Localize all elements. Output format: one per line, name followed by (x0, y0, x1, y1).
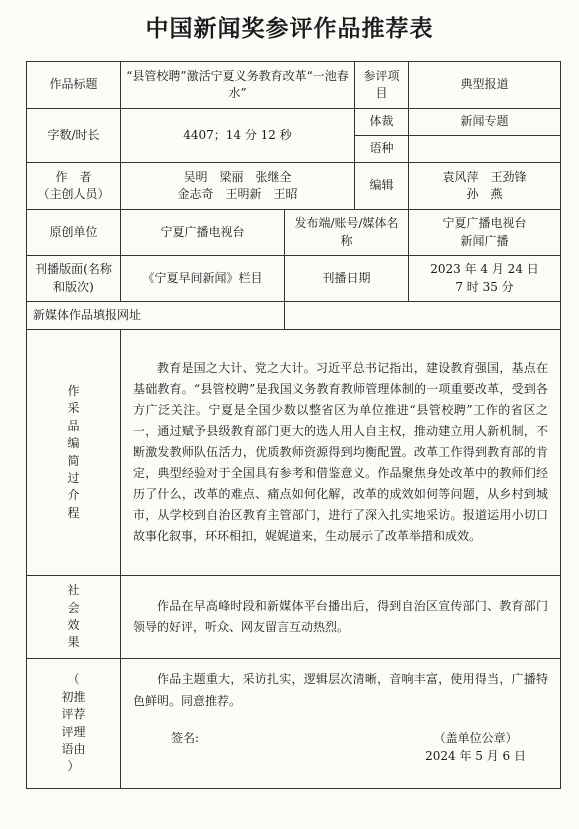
signature-row (125, 712, 556, 765)
work-title-label: 作品标题 (27, 62, 121, 109)
author-line-2: 金志奇 王明新 王昭 (177, 187, 298, 201)
process-text: 教育是国之大计、党之大计。习近平总书记指出，建设教育强国，基点在基础教育。“县管校聘”是我国义务教育教师管理体制的一项重要改革，受到各方广泛关注。宁夏是全国少数以整省区为单位推进“县管校聘”工作的省区之一，通过赋予县级教育部门更大的选人用人自主权，推动建立用人新机制，不断激发教师队伍活力，优质教师资源得到均衡配置。改革工作得到教育部的肯定，典型经验对于全国具有参考和借鉴意义。作品聚焦身处改革中的教师们经历了什么，改革的难点、痛点如何化解，改革的成效如何等问题，从乡村到城市，从学校到自治区教育主管部门，进行了深入扎实地采访。报道运用小切口故事化叙事，环环相扣，娓娓道来，生动展示了改革举措和成效。 (133, 361, 549, 543)
date-label: 刊播日期 (285, 256, 409, 302)
language-label: 语种 (355, 136, 409, 163)
author-label: 作 者 (55, 169, 92, 184)
effect-text: 作品在早高峰时段和新媒体平台播出后，得到自治区宣传部门、教育部门领导的好评，听众、网友留言互动热烈。 (133, 599, 549, 634)
url-label: 新媒体作品填报网址 (27, 302, 285, 330)
seal-label: （盖单位公章） (433, 731, 518, 746)
effect-text-cell (121, 576, 561, 659)
author-value-cell (121, 163, 355, 210)
column-value: 《宁夏早间新闻》栏目 (121, 256, 285, 302)
column-label: 刊播版面(名称和版次) (27, 256, 121, 302)
publish-value-cell (409, 210, 561, 256)
process-label-char: 过 (67, 470, 80, 485)
work-title-value: “县管校聘”激活宁夏义务教育改革“一池春水” (121, 62, 355, 109)
date-line-2: 7 时 35 分 (455, 279, 514, 294)
seal-block (425, 730, 526, 765)
recommend-text: 作品主题重大，采访扎实，逻辑层次清晰，音响丰富，使用得当，广播特色鲜明。同意推荐。 (133, 672, 549, 708)
effect-label-char: 社 (67, 583, 80, 598)
editor-value-cell (409, 163, 561, 210)
editor-line-2: 孙 燕 (466, 187, 503, 201)
recommendation-table (26, 61, 561, 789)
publish-line-1: 宁夏广播电视台 (442, 216, 527, 231)
process-label (27, 330, 121, 576)
effect-label-char: 果 (67, 635, 80, 650)
editor-line-1: 袁风萍 王劲锋 (442, 169, 527, 184)
process-label-char: 采 (67, 401, 80, 416)
effect-label-char: 效 (67, 618, 80, 632)
category-label: 参评项目 (355, 62, 409, 109)
date-line-1: 2023 年 4 月 24 日 (430, 262, 539, 277)
author-sublabel: （主创人员） (37, 187, 110, 201)
form-title: 中国新闻奖参评作品推荐表 (145, 15, 434, 42)
language-value (409, 136, 561, 163)
process-label-char: 简 (67, 453, 80, 468)
genre-value: 新闻专题 (409, 109, 561, 136)
recommend-cell (121, 659, 561, 789)
length-value: 4407；14 分 12 秒 (121, 109, 355, 163)
recommend-label-part: （ (67, 672, 80, 687)
signature-label: 签名: (171, 731, 200, 746)
process-text-cell (121, 330, 561, 576)
recommend-label-part: ） (67, 759, 80, 774)
genre-label: 体裁 (355, 109, 409, 136)
date-value-cell (409, 256, 561, 302)
process-label-char: 编 (67, 436, 80, 451)
publish-label: 发布端/账号/媒体名称 (285, 210, 409, 256)
seal-date: 2024 年 5 月 6 日 (425, 748, 527, 763)
editor-label: 编辑 (355, 163, 409, 210)
recommend-label-part: 语由 (61, 741, 86, 756)
publish-line-2: 新闻广播 (460, 233, 509, 248)
author-label-cell (27, 163, 121, 210)
unit-label: 原创单位 (27, 210, 121, 256)
recommend-label (27, 659, 121, 789)
effect-label (27, 576, 121, 659)
unit-value: 宁夏广播电视台 (121, 210, 285, 256)
author-line-1: 吴明 梁丽 张继全 (183, 169, 292, 184)
process-label-char: 介 (67, 488, 80, 503)
url-value (285, 302, 561, 330)
recommend-label-part: 评理 (61, 724, 86, 739)
effect-label-char: 会 (67, 600, 80, 615)
category-value: 典型报道 (409, 62, 561, 109)
recommend-label-part: 评荐 (61, 707, 86, 722)
process-label-char: 作 (67, 383, 80, 398)
process-label-char: 程 (67, 505, 80, 520)
length-label: 字数/时长 (27, 109, 121, 163)
recommend-label-part: 初推 (61, 689, 86, 704)
process-label-char: 品 (67, 418, 80, 433)
